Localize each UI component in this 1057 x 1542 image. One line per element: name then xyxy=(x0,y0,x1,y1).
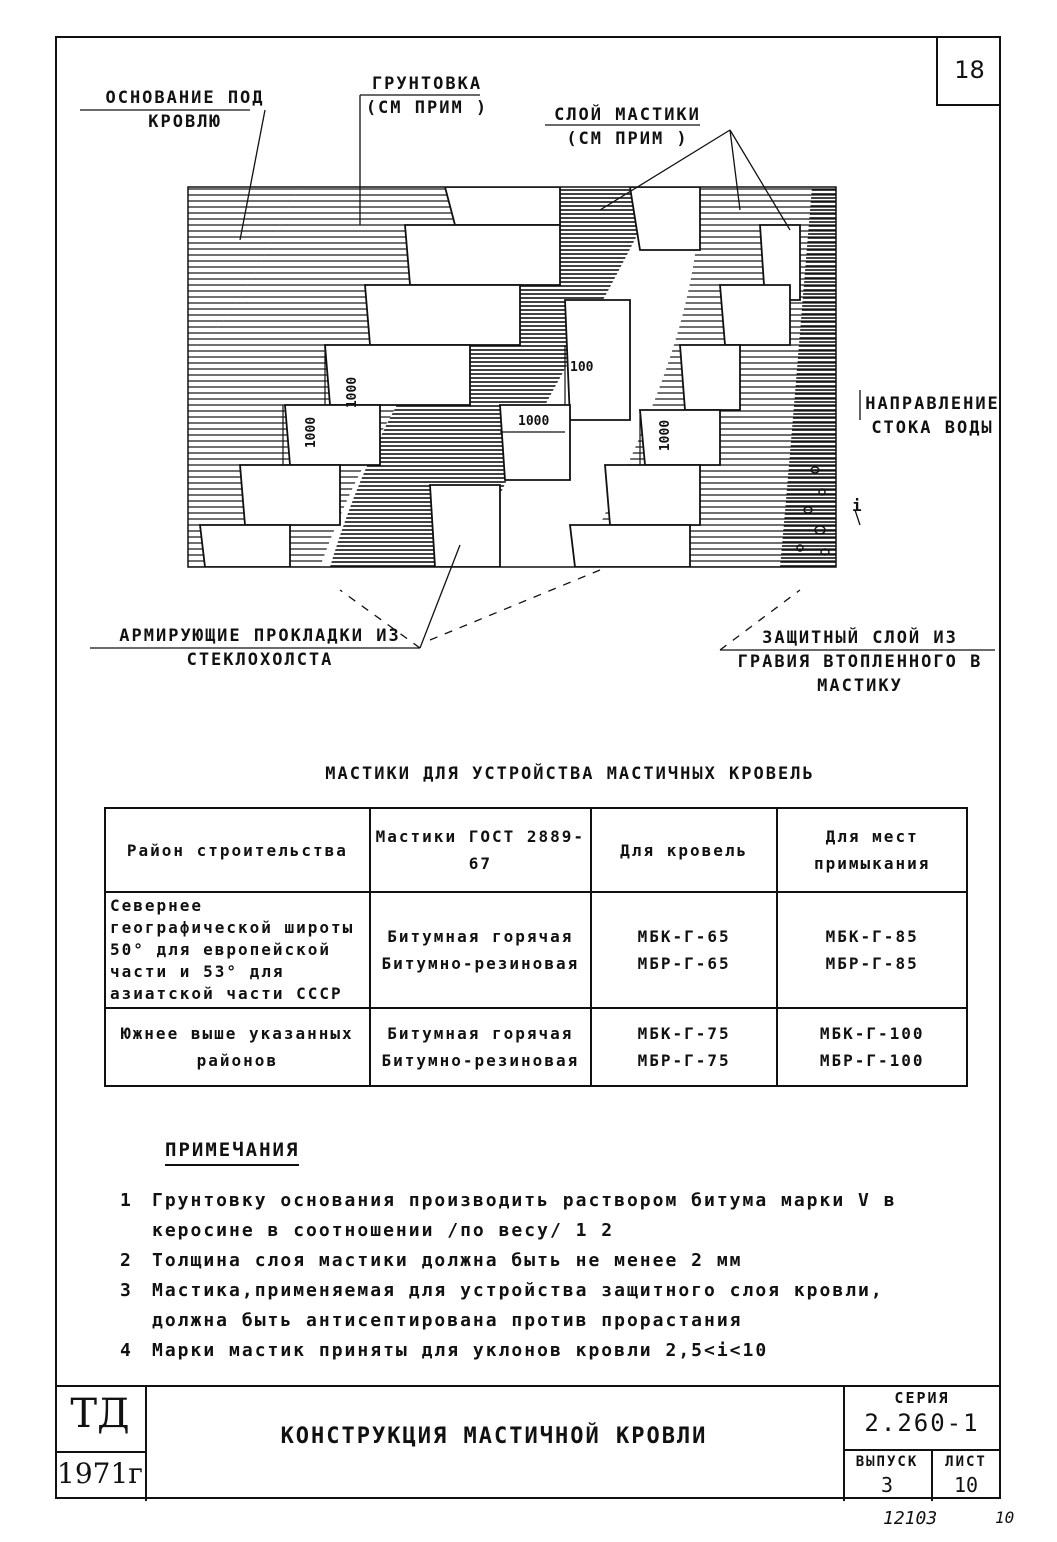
cell-junctions: МБК-Г-85 МБР-Г-85 xyxy=(777,892,967,1008)
title-block xyxy=(55,1385,1001,1501)
table-row xyxy=(105,892,967,1008)
series-label: СЕРИЯ xyxy=(894,1389,950,1407)
sheet-label: ЛИСТ xyxy=(945,1454,987,1470)
cell-roofing: МБК-Г-75 МБР-Г-75 xyxy=(591,1008,777,1086)
dim-1000-b: 1000 xyxy=(345,376,361,409)
label-water-flow: НАПРАВЛЕНИЕ СТОКА ВОДЫ xyxy=(865,394,1000,438)
dim-1000-a: 1000 xyxy=(304,416,320,449)
header-region: Район строительства xyxy=(105,808,370,892)
issue-number: 3 xyxy=(880,1473,894,1497)
dim-100: 100 xyxy=(570,360,594,375)
issue-label: ВЫПУСК xyxy=(855,1454,919,1470)
note-item: 1 Грунтовку основания производить раствором битума марки V в керосине в соотношении /по весу/ 1 2 xyxy=(120,1190,897,1241)
cell-junctions: МБК-Г-100 МБР-Г-100 xyxy=(777,1008,967,1086)
table-title: МАСТИКИ ДЛЯ УСТРОЙСТВА МАСТИЧНЫХ КРОВЕЛЬ xyxy=(325,764,815,784)
header-mastics: Мастики ГОСТ 2889-67 xyxy=(370,808,591,892)
label-gravel: ЗАЩИТНЫЙ СЛОЙ ИЗ ГРАВИЯ ВТОПЛЕННОГО В МАСТИКУ xyxy=(737,628,983,696)
sheet-value: 10 xyxy=(953,1473,979,1497)
cell-roofing: МБК-Г-65 МБР-Г-65 xyxy=(591,892,777,1008)
drawing-title: КОНСТРУКЦИЯ МАСТИЧНОЙ КРОВЛИ xyxy=(280,1424,708,1449)
notes-list xyxy=(120,1186,920,1366)
label-base: ОСНОВАНИЕ ПОД КРОВЛЮ xyxy=(105,88,265,132)
dim-1000-d: 1000 xyxy=(658,419,674,452)
slope-mark: i xyxy=(852,496,862,515)
label-mastic-layer: СЛОЙ МАСТИКИ (СМ ПРИМ ) xyxy=(554,105,701,149)
label-primer: ГРУНТОВКА (СМ ПРИМ ) xyxy=(365,74,489,118)
inventory-number: 12103 xyxy=(883,1508,938,1529)
series-number: 2.260-1 xyxy=(864,1409,980,1437)
header-junctions: Для мест примыкания xyxy=(777,808,967,892)
year: 1971г xyxy=(57,1457,143,1490)
note-item: 2 Толщина слоя мастики должна быть не менее 2 мм xyxy=(120,1250,743,1271)
cell-mastics: Битумная горячая Битумно-резиновая xyxy=(370,1008,591,1086)
org-mark: ТД xyxy=(70,1391,130,1437)
page-number: 10 xyxy=(995,1508,1015,1527)
cell-mastics: Битумная горячая Битумно-резиновая xyxy=(370,892,591,1008)
note-item: 4 Марки мастик приняты для уклонов кровли 2,5<i<10 xyxy=(120,1340,769,1361)
note-item: 3 Мастика,применяемая для устройства защитного слоя кровли, должна быть антисептирована против прорастания xyxy=(120,1280,884,1331)
table-row xyxy=(105,1008,967,1086)
cell-region: Севернее географической широты 50° для европейской части и 53° для азиатской части СССР xyxy=(105,892,370,1008)
mastics-table xyxy=(104,807,968,1087)
dim-1000-c: 1000 xyxy=(518,414,550,429)
sheet-number: 18 xyxy=(936,36,1001,106)
table-header-row xyxy=(105,808,967,892)
notes-title: ПРИМЕЧАНИЯ xyxy=(165,1138,299,1166)
header-roofing: Для кровель xyxy=(591,808,777,892)
cell-region: Южнее выше указанных районов xyxy=(105,1008,370,1086)
label-reinforcing: АРМИРУЮЩИЕ ПРОКЛАДКИ ИЗ СТЕКЛОХОЛСТА xyxy=(119,626,401,670)
